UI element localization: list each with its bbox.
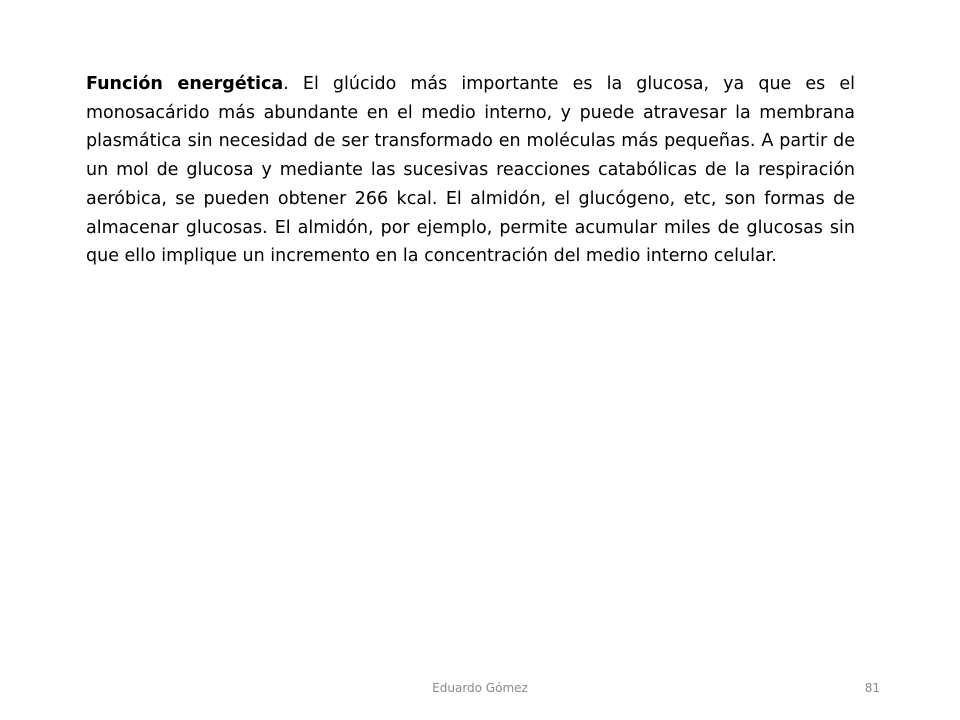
lead-term: Función energética xyxy=(86,74,284,94)
content-placeholder xyxy=(86,70,855,271)
body-paragraph xyxy=(86,70,855,271)
slide-number: 81 xyxy=(864,681,880,695)
footer-author: Eduardo Gómez xyxy=(432,681,528,695)
body-text: . El glúcido más importante es la glucosa, ya que es el monosacárido más abundante en el medio interno, y puede atravesar la membrana plasmática sin necesidad de ser transformado en moléculas más pequeñas. A partir de un mol de glucosa y mediante las sucesivas reacciones catabólicas de la respiración aeróbica, se pueden obtener 266 kcal. El almidón, el glucógeno, etc, son formas de almacenar glucosas. El almidón, por ejemplo, permite acumular miles de glucosas sin que ello implique un incremento en la concentración del medio interno celular. xyxy=(86,74,856,267)
